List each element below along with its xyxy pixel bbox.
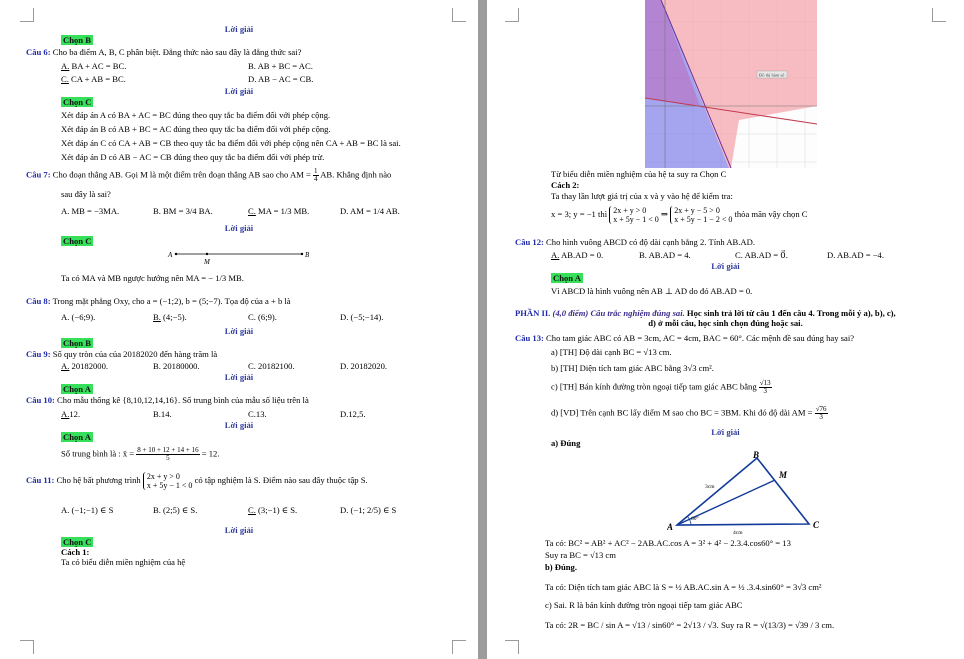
answer-tag: Chọn B — [63, 338, 91, 348]
option-d: D. AB.AD = −4. — [827, 250, 884, 260]
option-b: B.14. — [153, 409, 172, 419]
graph-label: Đồ thị hàm số — [759, 72, 785, 78]
solution-line: Suy ra BC = √13 cm — [545, 550, 616, 560]
part-ii-instruction: d) ở mỗi câu, học sinh chọn đúng hoặc sai. — [648, 318, 803, 328]
question-11: Câu 11: Cho hệ bất phương trình 2x + y > 0 x + 5y − 1 < 0 có tập nghiệm là S. Điểm nào sau đây thuộc tập S. — [26, 472, 368, 490]
option-b: B. (4;−5). — [153, 312, 187, 322]
method-label: Cách 1: — [61, 547, 90, 557]
option-b: B. (2;5) ∈ S. — [153, 505, 198, 515]
answer-tag: Chọn A — [63, 384, 91, 394]
option-c: C. MA = 1/3 MB. — [248, 206, 310, 216]
statement-a: a) [TH] Độ dài cạnh BC = √13 cm. — [551, 347, 672, 357]
point-b-label: B — [305, 251, 310, 259]
inequality-system: 2x + y > 0 x + 5y − 1 < 0 — [143, 472, 193, 490]
solution-line: Xét đáp án D có AB − AC = CB đúng theo quy tắc ba điểm đối với phép trừ. — [61, 152, 325, 162]
side-ab-label: 3cm — [705, 484, 715, 490]
option-a: A. (−1;−1) ∈ S — [61, 505, 114, 515]
method-check: x = 3; y = −1 thì 2x + y > 0 x + 5y − 1 < 0 ⇒ 2x + y − 5 > 0 x + 5y − 1 − 2 < 0 thỏa mãn vậy chọn C — [551, 206, 808, 224]
answer-tag: Chọn A — [553, 273, 581, 283]
solution-heading: Lời giải — [711, 427, 740, 437]
solution-line: Xét đáp án A có BA + AC = BC đúng theo quy tắc ba điểm đối với phép cộng. — [61, 110, 331, 120]
part-ii-heading: PHẦN II. (4,0 điểm) Câu trắc nghiệm đúng sai. Học sinh trả lời từ câu 1 đến câu 4. Trong mỗi ý a), b), c), — [515, 308, 896, 318]
question-8: Câu 8: Trong mặt phẳng Oxy, cho a = (−1;2), b = (5;−7). Tọa độ của a + b là — [26, 296, 291, 306]
mean-formula: Số trung bình là : x̄ = $\frac{8 + 10 + 12 + 14 + 16}{5}$ = 12. — [61, 446, 220, 462]
solution-line: Xét đáp án C có CA + AB = CB theo quy tắc ba điểm đối với phép cộng nên CA + AB = BC là sai. — [61, 138, 401, 148]
vertex-c-label: C — [813, 520, 820, 530]
answer-tag: Chọn A — [63, 432, 91, 442]
answer-tag: Chọn B — [63, 35, 91, 45]
side-ac-label: 4cm — [733, 530, 743, 536]
option-d: D. (−1; 2/5) ∈ S — [340, 505, 397, 515]
method-text: Ta thay lần lượt giá trị của x và y vào hệ để kiểm tra: — [551, 191, 733, 201]
crop-mark — [20, 640, 34, 654]
option-d: D. AB − AC = CB. — [248, 74, 314, 84]
point-a-label: A — [168, 251, 173, 259]
question-text: Cho ba điểm A, B, C phân biệt. Đẳng thức nào sau đây là đẳng thức sai? — [52, 47, 302, 57]
vertex-a-label: A — [667, 522, 674, 532]
method-text: Ta có biểu diễn miền nghiệm của hệ — [61, 557, 186, 567]
vertex-b-label: B — [753, 450, 760, 460]
answer-tag: Chọn C — [63, 537, 92, 547]
point-m-dot — [206, 253, 208, 255]
verdict-c: c) Sai. R là bán kính đường tròn ngoại tiếp tam giác ABC — [545, 600, 743, 610]
answer-tag: Chọn C — [63, 97, 92, 107]
method-label: Cách 2: — [551, 180, 580, 190]
document-page-left — [0, 0, 478, 659]
solution-line: Ta có MA và MB ngược hướng nên MA = − 1/3 MB. — [61, 273, 244, 283]
option-d: D. (−5;−14). — [340, 312, 384, 322]
option-c: C.13. — [248, 409, 267, 419]
option-c: C. 20182100. — [248, 361, 295, 371]
graph-caption: Từ biểu diễn miền nghiệm của hệ ta suy ra Chọn C — [551, 169, 727, 179]
solution-line: Ta có: 2R = BC / sin A = √13 / sin60° = 2√13 / √3. Suy ra R = √(13/3) = √39 / 3 cm. — [545, 620, 835, 630]
point-m-label: M — [204, 258, 210, 266]
option-c: C. (3;−1) ∈ S. — [248, 505, 298, 515]
option-c: C. CA + AB = BC. — [61, 74, 126, 84]
option-b: B. AB.AD = 4. — [639, 250, 691, 260]
question-6 — [26, 47, 301, 58]
point-a-dot — [175, 253, 177, 255]
option-a: A.12. — [61, 409, 81, 419]
crop-mark — [505, 640, 519, 654]
triangle-diagram — [667, 450, 827, 536]
option-a: A. AB.AD = 0. — [551, 250, 604, 260]
question-label: Câu 6: — [26, 47, 51, 57]
option-d: D. AM = 1/4 AB. — [340, 206, 400, 216]
option-a: A. (−6;9). — [61, 312, 96, 322]
crop-mark — [20, 8, 34, 22]
solution-heading: Lời giải — [711, 261, 740, 271]
solution-line: Xét đáp án B có AB + BC = AC đúng theo quy tắc ba điểm đối với phép cộng. — [61, 124, 331, 134]
solution-heading: Lời giải — [224, 525, 254, 535]
solution-heading: Lời giải — [224, 372, 254, 382]
solution-line: Ta có: BC² = AB² + AC² − 2AB.AC.cos A = 3² + 4² − 2.3.4.cos60° = 13 — [545, 538, 791, 548]
solution-heading: Lời giải — [224, 223, 254, 233]
solution-heading: Lời giải — [224, 420, 254, 430]
option-a: A. BA + AC = BC. — [61, 61, 127, 71]
option-b: B. 20180000. — [153, 361, 200, 371]
document-page-right — [487, 0, 964, 659]
point-m-label: M — [779, 470, 788, 480]
verdict-b: b) Đúng. — [545, 562, 577, 572]
answer-tag: Chọn C — [63, 236, 92, 246]
option-c: C. AB.AD = 0⃗. — [735, 250, 788, 260]
solution-heading: Lời giải — [224, 86, 254, 96]
crop-mark — [452, 8, 466, 22]
question-7: Câu 7: Cho đoạn thẳng AB. Gọi M là một điểm trên đoạn thẳng AB sao cho AM = $\frac{1}{4}$ AB. Khẳng định nào — [26, 167, 392, 183]
option-a: A. MB = −3MA. — [61, 206, 120, 216]
option-b: B. AB + BC = AC. — [248, 61, 313, 71]
option-d: D. 20182020. — [340, 361, 388, 371]
solution-heading: Lời giải — [224, 326, 254, 336]
verdict-a: a) Đúng — [551, 438, 581, 448]
angle-label: 60° — [691, 516, 699, 522]
triangle-abc — [677, 458, 809, 525]
crop-mark — [932, 8, 946, 22]
option-a: A. 20182000. — [61, 361, 109, 371]
option-c: C. (6;9). — [248, 312, 277, 322]
solution-line: Vì ABCD là hình vuông nên AB ⊥ AD do đó AB.AD = 0. — [551, 286, 753, 296]
statement-d: d) [VD] Trên cạnh BC lấy điểm M sao cho BC = 3BM. Khi đó độ dài AM = $\frac{√76}{3}$ — [551, 405, 827, 421]
crop-mark — [452, 640, 466, 654]
solution-heading: Lời giải — [224, 24, 254, 34]
statement-b: b) [TH] Diện tích tam giác ABC bằng 3√3 cm². — [551, 363, 714, 373]
solution-line: Ta có: Diện tích tam giác ABC là S = ½ AB.AC.sin A = ½ .3.4.sin60° = 3√3 cm² — [545, 582, 822, 592]
question-13: Câu 13: Cho tam giác ABC có AB = 3cm, AC = 4cm, BAC = 60°. Các mệnh đề sau đúng hay sai? — [515, 333, 855, 343]
statement-c: c) [TH] Bán kính đường tròn ngoại tiếp tam giác ABC bằng $\frac{√13}{3}$ — [551, 379, 771, 395]
question-text: sau đây là sai? — [61, 189, 111, 199]
point-b-dot — [301, 253, 303, 255]
question-12: Câu 12: Cho hình vuông ABCD có độ dài cạnh bằng 2. Tính AB.AD. — [515, 237, 755, 247]
question-9: Câu 9: Số quy tròn của của 20182020 đến hàng trăm là — [26, 349, 218, 359]
crop-mark — [505, 8, 519, 22]
option-b: B. BM = 3/4 BA. — [153, 206, 213, 216]
question-10: Câu 10: Cho mẫu thống kê {8,10,12,14,16}. Số trung bình của mẫu số liệu trên là — [26, 395, 309, 405]
option-d: D.12,5. — [340, 409, 366, 419]
solution-region-graph — [645, 0, 817, 168]
segment-diagram — [166, 246, 312, 266]
